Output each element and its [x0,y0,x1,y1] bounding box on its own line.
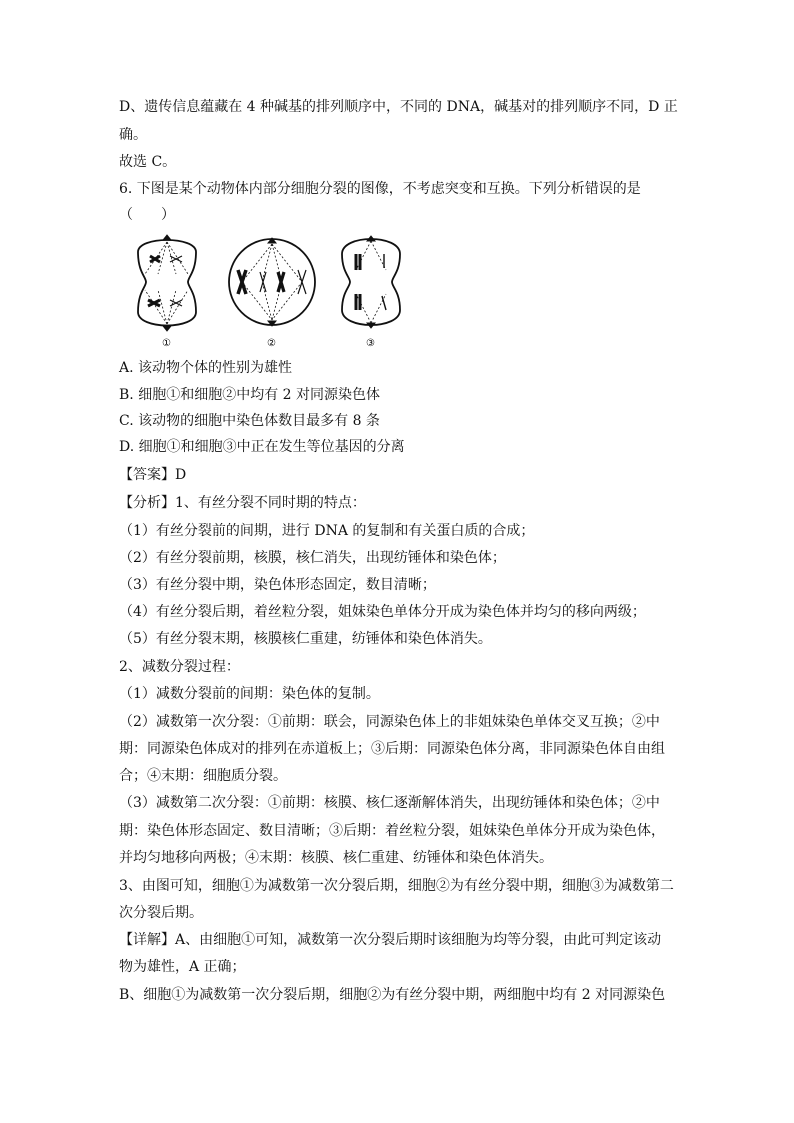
analysis-line: （1）减数分裂前的间期：染色体的复制。 [119,686,380,702]
detail-line: 物为雄性，A 正确； [119,959,246,975]
analysis-line: （5）有丝分裂末期，核膜核仁重建，纺锤体和染色体消失。 [119,631,492,647]
option-b: B. 细胞①和细胞②中均有 2 对同源染色体 [119,387,380,403]
option-a: A. 该动物个体的性别为雄性 [119,360,293,376]
analysis-line: 【分析】1、有丝分裂不同时期的特点： [119,495,366,511]
analysis-line: 合；④末期：细胞质分裂。 [119,768,287,784]
detail-line: B、细胞①为减数第一次分裂后期，细胞②为有丝分裂中期，两细胞中均有 2 对同源染色 [119,987,666,1003]
option-d: D. 细胞①和细胞③中正在发生等位基因的分离 [119,439,405,455]
cell-3-diagram [342,236,400,328]
answer-blank: （ ） [119,207,175,223]
text-line: 确。 [119,127,147,143]
analysis-line: （3）有丝分裂中期，染色体形态固定，数目清晰； [119,577,436,593]
analysis-line: 期：染色体形态固定、数目清晰；③后期：着丝粒分裂，姐妹染色单体分开成为染色体， [119,823,665,839]
analysis-line: 期：同源染色体成对的排列在赤道板上；③后期：同源染色体分离，非同源染色体自由组 [119,741,665,757]
analysis-line: 并均匀地移向两极；④末期：核膜、核仁重建、纺锤体和染色体消失。 [119,850,553,866]
answer-line: 【答案】D [119,467,187,483]
analysis-line: （2）减数第一次分裂：①前期：联会，同源染色体上的非姐妹染色单体交叉互换；②中 [119,714,660,730]
question-stem: 6. 下图是某个动物体内部分细胞分裂的图像，不考虑突变和互换。下列分析错误的是 [119,181,641,197]
cell-3-label: ③ [366,338,375,349]
detail-line: 【详解】A、由细胞①可知，减数第一次分裂后期时该细胞为均等分裂，由此可判定该动 [119,932,662,948]
option-c: C. 该动物的细胞中染色体数目最多有 8 条 [119,413,380,429]
analysis-line: （3）减数第二次分裂：①前期：核膜、核仁逐渐解体消失，出现纺锤体和染色体；②中 [119,795,660,811]
analysis-line: 次分裂后期。 [119,905,203,921]
cell-2-diagram [229,238,315,326]
analysis-line: （2）有丝分裂前期，核膜，核仁消失，出现纺锤体和染色体； [119,550,506,566]
analysis-line: （4）有丝分裂后期，着丝粒分裂，姐妹染色单体分开成为染色体并均匀的移向两级； [119,604,646,620]
analysis-line: （1）有丝分裂前的间期，进行 DNA 的复制和有关蛋白质的合成； [119,523,535,539]
analysis-line: 2、减数分裂过程： [119,659,240,675]
text-line: 故选 C。 [119,154,177,170]
cell-division-figure [130,232,420,350]
text-line: D、遗传信息蕴藏在 4 种碱基的排列顺序中，不同的 DNA，碱基对的排列顺序不同，D 正 [119,99,678,115]
cell-1-label: ① [162,338,171,349]
analysis-line: 3、由图可知，细胞①为减数第一次分裂后期，细胞②为有丝分裂中期，细胞③为减数第二 [119,878,674,894]
cell-2-label: ② [267,338,276,349]
cell-1-diagram [138,235,196,331]
